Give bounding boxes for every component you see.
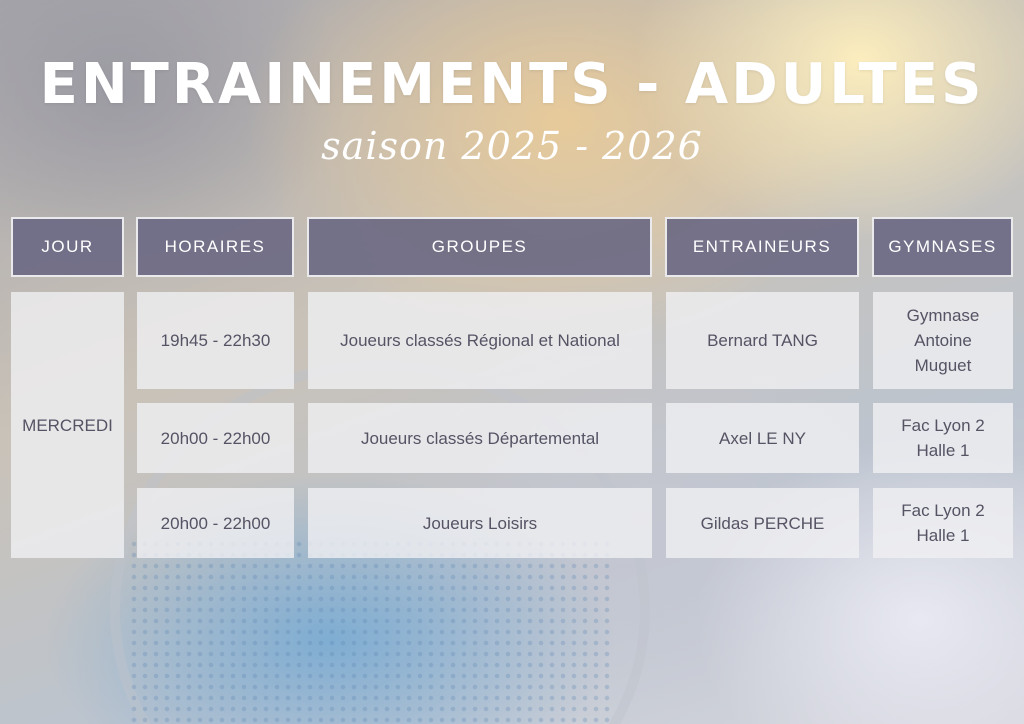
gymnase-line: Antoine [914, 331, 972, 350]
racket-net-decoration [130, 540, 610, 724]
header-groupes: GROUPES [307, 217, 652, 277]
row-1-gymnase [873, 292, 1013, 389]
season-subtitle: saison 2025 - 2026 [321, 124, 703, 168]
gymnase-line: Fac Lyon 2 [901, 416, 985, 435]
row-1-groupe: Joueurs classés Régional et National [308, 292, 652, 389]
row-2-entraineur: Axel LE NY [666, 403, 859, 473]
header-gymnases: GYMNASES [872, 217, 1013, 277]
row-1-entraineur: Bernard TANG [666, 292, 859, 389]
header-horaires: HORAIRES [136, 217, 294, 277]
row-2-groupe: Joueurs classés Départemental [308, 403, 652, 473]
row-3-gymnase [873, 488, 1013, 558]
gymnase-line: Halle 1 [916, 526, 970, 545]
row-3-groupe: Joueurs Loisirs [308, 488, 652, 558]
day-cell: MERCREDI [11, 292, 124, 558]
header-jour: JOUR [11, 217, 124, 277]
header-entraineurs: ENTRAINEURS [665, 217, 859, 277]
page-title: ENTRAINEMENTS - ADULTES [39, 52, 985, 117]
gymnase-line: Fac Lyon 2 [901, 501, 985, 520]
gymnase-line: Gymnase [906, 306, 980, 325]
row-2-gymnase [873, 403, 1013, 473]
gymnase-line: Halle 1 [916, 441, 970, 460]
row-1-horaires: 19h45 - 22h30 [137, 292, 294, 389]
row-3-entraineur: Gildas PERCHE [666, 488, 859, 558]
row-2-horaires: 20h00 - 22h00 [137, 403, 294, 473]
gymnase-line: Muguet [914, 356, 972, 375]
row-3-horaires: 20h00 - 22h00 [137, 488, 294, 558]
